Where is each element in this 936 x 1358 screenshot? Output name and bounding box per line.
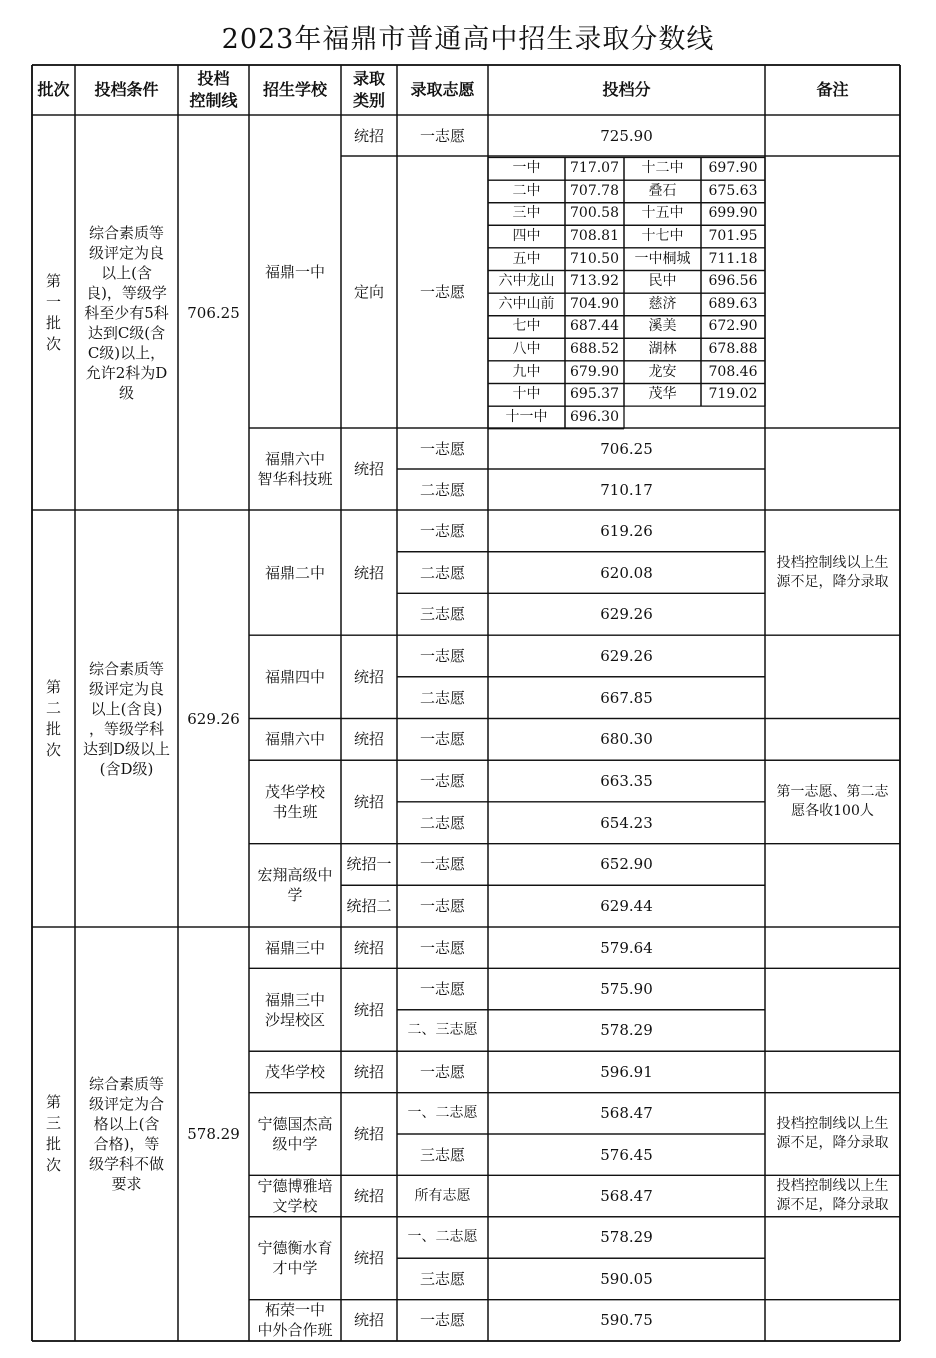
volunteer-cell: 一志愿	[419, 938, 465, 957]
directed-school-name: 湖林	[648, 341, 677, 358]
school-name: 茂华学校 书生班	[264, 782, 325, 821]
remark-cell	[765, 968, 900, 1051]
header-volunteer: 录取志愿	[410, 80, 475, 99]
score-cell: 654.23	[600, 813, 653, 832]
batch-1-condition: 综合素质等 级评定为良 以上(含 良)，等级学 科至少有5科 达到C级(含 C级)以上， 允许2科为D 级	[84, 223, 169, 402]
volunteer-cell: 一志愿	[419, 646, 465, 665]
remark-cell: 投档控制线以上生 源不足，降分录取	[776, 1115, 889, 1151]
directed-score: 687.44	[570, 318, 619, 335]
directed-school-name: 七中	[512, 318, 541, 335]
volunteer-cell: 一、二志愿	[407, 1104, 478, 1121]
remark-cell	[765, 844, 900, 927]
header-remark: 备注	[816, 80, 849, 99]
score-cell: 629.26	[600, 605, 653, 624]
score-cell: 575.90	[600, 980, 653, 999]
directed-school-name: 三中	[512, 205, 541, 222]
batch-2-control-line: 629.26	[187, 709, 240, 728]
category-cell: 统招	[353, 1062, 384, 1081]
score-cell: 576.45	[600, 1145, 653, 1164]
directed-score: 719.02	[708, 386, 758, 403]
batch-1-label: 第 一 批 次	[45, 271, 61, 353]
directed-school-name: 十一中	[505, 408, 548, 425]
directed-score: 707.78	[570, 182, 619, 199]
school-name: 福鼎一中	[264, 262, 325, 281]
directed-school-name: 叠石	[648, 182, 677, 199]
school-name: 福鼎二中	[264, 563, 325, 582]
directed-school-name: 溪美	[648, 318, 677, 335]
score-cell: 710.17	[600, 480, 653, 499]
volunteer-cell: 一志愿	[419, 439, 465, 458]
category-cell: 统招	[353, 126, 384, 145]
volunteer-cell: 三志愿	[419, 605, 465, 624]
school-name: 福鼎六中 智华科技班	[257, 450, 333, 488]
directed-school-name: 五中	[512, 250, 541, 267]
directed-score: 679.90	[570, 363, 619, 380]
directed-score: 697.90	[708, 160, 758, 177]
category-cell: 统招	[353, 563, 384, 582]
directed-school-name: 十七中	[641, 228, 684, 245]
directed-school-name: 龙安	[648, 363, 677, 380]
category-cell: 统招一	[346, 855, 392, 874]
remark-cell: 第一志愿、第二志 愿各收100人	[776, 783, 889, 819]
header-score: 投档分	[602, 80, 651, 99]
volunteer-cell: 一志愿	[419, 521, 465, 540]
school-name: 茂华学校	[264, 1062, 325, 1081]
category-cell: 统招	[353, 730, 384, 749]
batch-3-condition: 综合素质等 级评定为合 格以上(含 合格)，等 级学科不做 要求	[88, 1075, 164, 1193]
directed-score: 700.58	[570, 205, 619, 222]
score-cell: 663.35	[600, 772, 653, 791]
directed-school-name: 二中	[512, 182, 541, 199]
page-title: 2023年福鼎市普通高中招生录取分数线	[221, 24, 715, 55]
category-cell: 统招	[353, 1249, 384, 1268]
directed-score: 672.90	[708, 318, 758, 335]
directed-school-name: 九中	[512, 363, 541, 380]
volunteer-cell: 一志愿	[419, 980, 465, 999]
remark-cell: 投档控制线以上生 源不足，降分录取	[776, 1178, 889, 1214]
remark-cell	[765, 1217, 900, 1300]
directed-score: 699.90	[708, 205, 758, 222]
score-cell: 578.29	[600, 1228, 653, 1247]
batch-3-label: 第 三 批 次	[45, 1093, 61, 1174]
volunteer-cell: 一志愿	[419, 1062, 465, 1081]
score-cell: 568.47	[600, 1104, 653, 1123]
school-name: 福鼎三中	[264, 938, 325, 957]
remark-cell	[765, 719, 900, 761]
remark-cell	[765, 927, 900, 968]
header-control-line: 投档 控制线	[189, 69, 238, 110]
score-cell: 619.26	[600, 521, 653, 540]
school-name: 宁德国杰高 级中学	[257, 1114, 333, 1153]
score-cell: 620.08	[600, 563, 653, 582]
directed-school-name: 六中山前	[498, 295, 555, 312]
directed-score: 710.50	[570, 250, 619, 267]
directed-school-name: 慈济	[648, 295, 677, 312]
batch-3-control-line: 578.29	[187, 1125, 240, 1143]
score-cell: 652.90	[600, 855, 653, 874]
category-cell: 统招	[353, 667, 384, 686]
score-cell: 590.05	[600, 1269, 653, 1288]
score-cell: 629.44	[600, 897, 653, 916]
volunteer-cell: 二志愿	[419, 480, 465, 499]
directed-school-name: 一中	[512, 160, 541, 177]
score-cell: 725.90	[600, 126, 653, 145]
directed-score: 696.30	[570, 408, 619, 425]
school-name: 宁德博雅培 文学校	[257, 1177, 333, 1216]
remark-cell	[765, 1300, 900, 1341]
volunteer-cell: 一志愿	[419, 897, 465, 916]
directed-score: 675.63	[708, 182, 758, 199]
volunteer-cell: 一志愿	[419, 126, 465, 145]
volunteer-cell: 二、三志愿	[407, 1021, 478, 1038]
directed-score: 713.92	[570, 273, 619, 290]
category-cell: 统招	[353, 792, 384, 811]
category-cell: 统招	[353, 1000, 384, 1019]
category-cell: 统招	[353, 1124, 384, 1143]
score-cell: 596.91	[600, 1062, 653, 1081]
school-name: 福鼎六中	[264, 730, 325, 749]
school-name: 福鼎四中	[264, 667, 325, 686]
directed-score: 708.81	[570, 228, 619, 245]
score-cell: 568.47	[600, 1187, 653, 1206]
directed-school-name: 一中桐城	[634, 250, 691, 267]
header-school: 招生学校	[262, 80, 327, 99]
volunteer-cell: 一志愿	[419, 1311, 465, 1330]
directed-score: 711.18	[708, 250, 758, 267]
batch-2-label: 第 二 批 次	[45, 677, 61, 759]
remark-cell	[765, 635, 900, 718]
school-name: 宁德衡水育 才中学	[257, 1239, 333, 1278]
directed-school-name: 十二中	[641, 160, 684, 177]
directed-score: 695.37	[570, 386, 619, 403]
category-cell: 统招	[353, 1187, 384, 1206]
remark-cell	[765, 428, 900, 510]
header-condition: 投档条件	[94, 80, 159, 99]
category-cell: 统招	[353, 1311, 384, 1330]
directed-school-name: 十中	[512, 386, 541, 403]
directed-school-name: 十五中	[641, 205, 684, 222]
batch-1-control-line: 706.25	[187, 303, 240, 322]
volunteer-cell: 三志愿	[419, 1269, 465, 1288]
directed-school-name: 六中龙山	[498, 273, 555, 290]
directed-school-name: 茂华	[648, 386, 677, 403]
volunteer-cell: 一志愿	[419, 772, 465, 791]
remark-cell	[765, 156, 900, 428]
category-cell: 统招二	[346, 897, 392, 916]
score-cell: 680.30	[600, 730, 653, 749]
header-category: 录取 类别	[352, 69, 385, 110]
directed-score: 717.07	[570, 160, 619, 177]
school-name: 宏翔高级中 学	[257, 866, 333, 905]
category-cell: 统招	[353, 460, 384, 478]
directed-score: 704.90	[570, 295, 619, 312]
directed-score: 688.52	[570, 341, 619, 358]
volunteer-cell: 二志愿	[419, 563, 465, 582]
remark-cell	[765, 1051, 900, 1092]
score-cell: 590.75	[600, 1311, 653, 1330]
volunteer-cell: 一志愿	[419, 730, 465, 749]
directed-score: 678.88	[708, 341, 758, 358]
volunteer-cell: 一志愿	[419, 283, 465, 301]
directed-score: 689.63	[708, 295, 758, 312]
volunteer-cell: 一、二志愿	[407, 1228, 478, 1245]
school-name: 柘荣一中 中外合作班	[257, 1301, 333, 1340]
directed-school-name: 四中	[512, 228, 541, 245]
header-batch: 批次	[37, 80, 70, 99]
directed-school-name: 八中	[512, 341, 541, 358]
score-cell: 579.64	[600, 938, 653, 957]
category-cell: 统招	[353, 938, 384, 957]
directed-school-name: 民中	[648, 273, 677, 290]
volunteer-cell: 二志愿	[419, 813, 465, 832]
remark-cell: 投档控制线以上生 源不足，降分录取	[776, 554, 889, 590]
volunteer-cell: 三志愿	[419, 1145, 465, 1164]
score-cell: 629.26	[600, 646, 653, 665]
volunteer-cell: 所有志愿	[414, 1187, 471, 1204]
school-name: 福鼎三中 沙埕校区	[264, 990, 325, 1029]
directed-score: 696.56	[708, 273, 758, 290]
remark-cell	[765, 115, 900, 156]
volunteer-cell: 二志愿	[419, 688, 465, 707]
volunteer-cell: 一志愿	[419, 855, 465, 874]
directed-score: 708.46	[708, 363, 758, 380]
score-cell: 667.85	[600, 688, 653, 707]
score-cell: 578.29	[600, 1021, 653, 1040]
directed-score: 701.95	[708, 228, 758, 245]
score-cell: 706.25	[600, 439, 653, 458]
batch-2-condition: 综合素质等 级评定为良 以上(含良) ，等级学科 达到D级以上 (含D级)	[82, 659, 171, 778]
category-cell: 定向	[353, 283, 384, 301]
